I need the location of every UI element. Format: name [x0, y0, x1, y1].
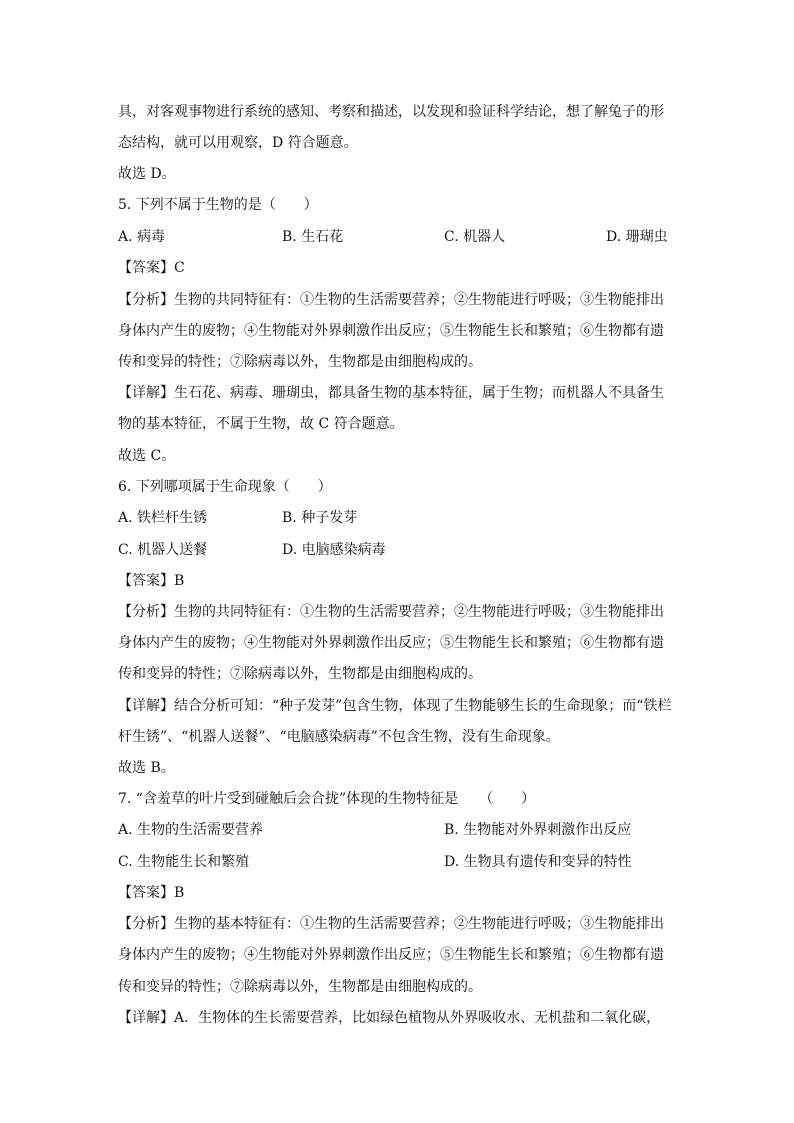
option-d: D. 珊瑚虫	[606, 229, 668, 245]
answer-line: 【答案】B	[118, 573, 185, 589]
analysis-line: 【分析】生物的共同特征有：①生物的生活需要营养；②生物能进行呼吸；③生物能排出	[118, 604, 664, 620]
detail-line: 【详解】结合分析可知：“种子发芽”包含生物，体现了生物能够生长的生命现象；而“铁栏	[118, 698, 672, 714]
analysis-line: 传和变异的特性；⑦除病毒以外，生物都是由细胞构成的。	[118, 979, 482, 995]
answer-line: 【答案】B	[118, 885, 185, 901]
analysis-line: 【分析】生物的基本特征有：①生物的生活需要营养；②生物能进行呼吸；③生物能排出	[118, 916, 664, 932]
option-d: D. 电脑感染病毒	[282, 542, 386, 558]
text-line: 具，对客观事物进行系统的感知、考察和描述，以发现和验证科学结论，想了解兔子的形	[118, 104, 664, 120]
question-stem: 5. 下列不属于生物的是（ ）	[118, 197, 318, 213]
detail-line: 【详解】生石花、病毒、珊瑚虫，都具备生物的基本特征，属于生物；而机器人不具备生	[118, 385, 664, 401]
option-a: A. 生物的生活需要营养	[118, 822, 264, 838]
detail-line: 物的基本特征，不属于生物，故 C 符合题意。	[118, 416, 404, 432]
question-stem: 6. 下列哪项属于生命现象（ ）	[118, 479, 332, 495]
conclusion-line: 故选 B。	[118, 760, 175, 776]
option-b: B. 生物能对外界刺激作出反应	[444, 822, 632, 838]
conclusion-line: 故选 D。	[118, 166, 176, 182]
option-b: B. 生石花	[282, 229, 344, 245]
option-b: B. 种子发芽	[282, 510, 358, 526]
conclusion-line: 故选 C。	[118, 448, 176, 464]
analysis-line: 身体内产生的废物；④生物能对外界刺激作出反应；⑤生物能生长和繁殖；⑥生物都有遗	[118, 323, 664, 339]
analysis-line: 传和变异的特性；⑦除病毒以外，生物都是由细胞构成的。	[118, 354, 482, 370]
analysis-line: 【分析】生物的共同特征有：①生物的生活需要营养；②生物能进行呼吸；③生物能排出	[118, 292, 664, 308]
detail-line: 【详解】A．生物体的生长需要营养，比如绿色植物从外界吸收水、无机盐和二氧化碳，	[118, 1010, 661, 1026]
analysis-line: 身体内产生的废物；④生物能对外界刺激作出反应；⑤生物能生长和繁殖；⑥生物都有遗	[118, 947, 664, 963]
option-d: D. 生物具有遗传和变异的特性	[444, 854, 632, 870]
option-c: C. 机器人送餐	[118, 542, 208, 558]
question-stem: 7. “含羞草的叶片受到碰触后会合拢”体现的生物特征是 （ ）	[118, 791, 536, 807]
option-a: A. 铁栏杆生锈	[118, 510, 208, 526]
option-a: A. 病毒	[118, 229, 166, 245]
option-c: C. 生物能生长和繁殖	[118, 854, 250, 870]
detail-line: 杆生锈”、“机器人送餐”、“电脑感染病毒”不包含生物，没有生命现象。	[118, 729, 560, 745]
option-c: C. 机器人	[444, 229, 506, 245]
text-line: 态结构，就可以用观察，D 符合题意。	[118, 135, 358, 151]
analysis-line: 传和变异的特性；⑦除病毒以外，生物都是由细胞构成的。	[118, 666, 482, 682]
answer-line: 【答案】C	[118, 260, 185, 276]
analysis-line: 身体内产生的废物；④生物能对外界刺激作出反应；⑤生物能生长和繁殖；⑥生物都有遗	[118, 635, 664, 651]
